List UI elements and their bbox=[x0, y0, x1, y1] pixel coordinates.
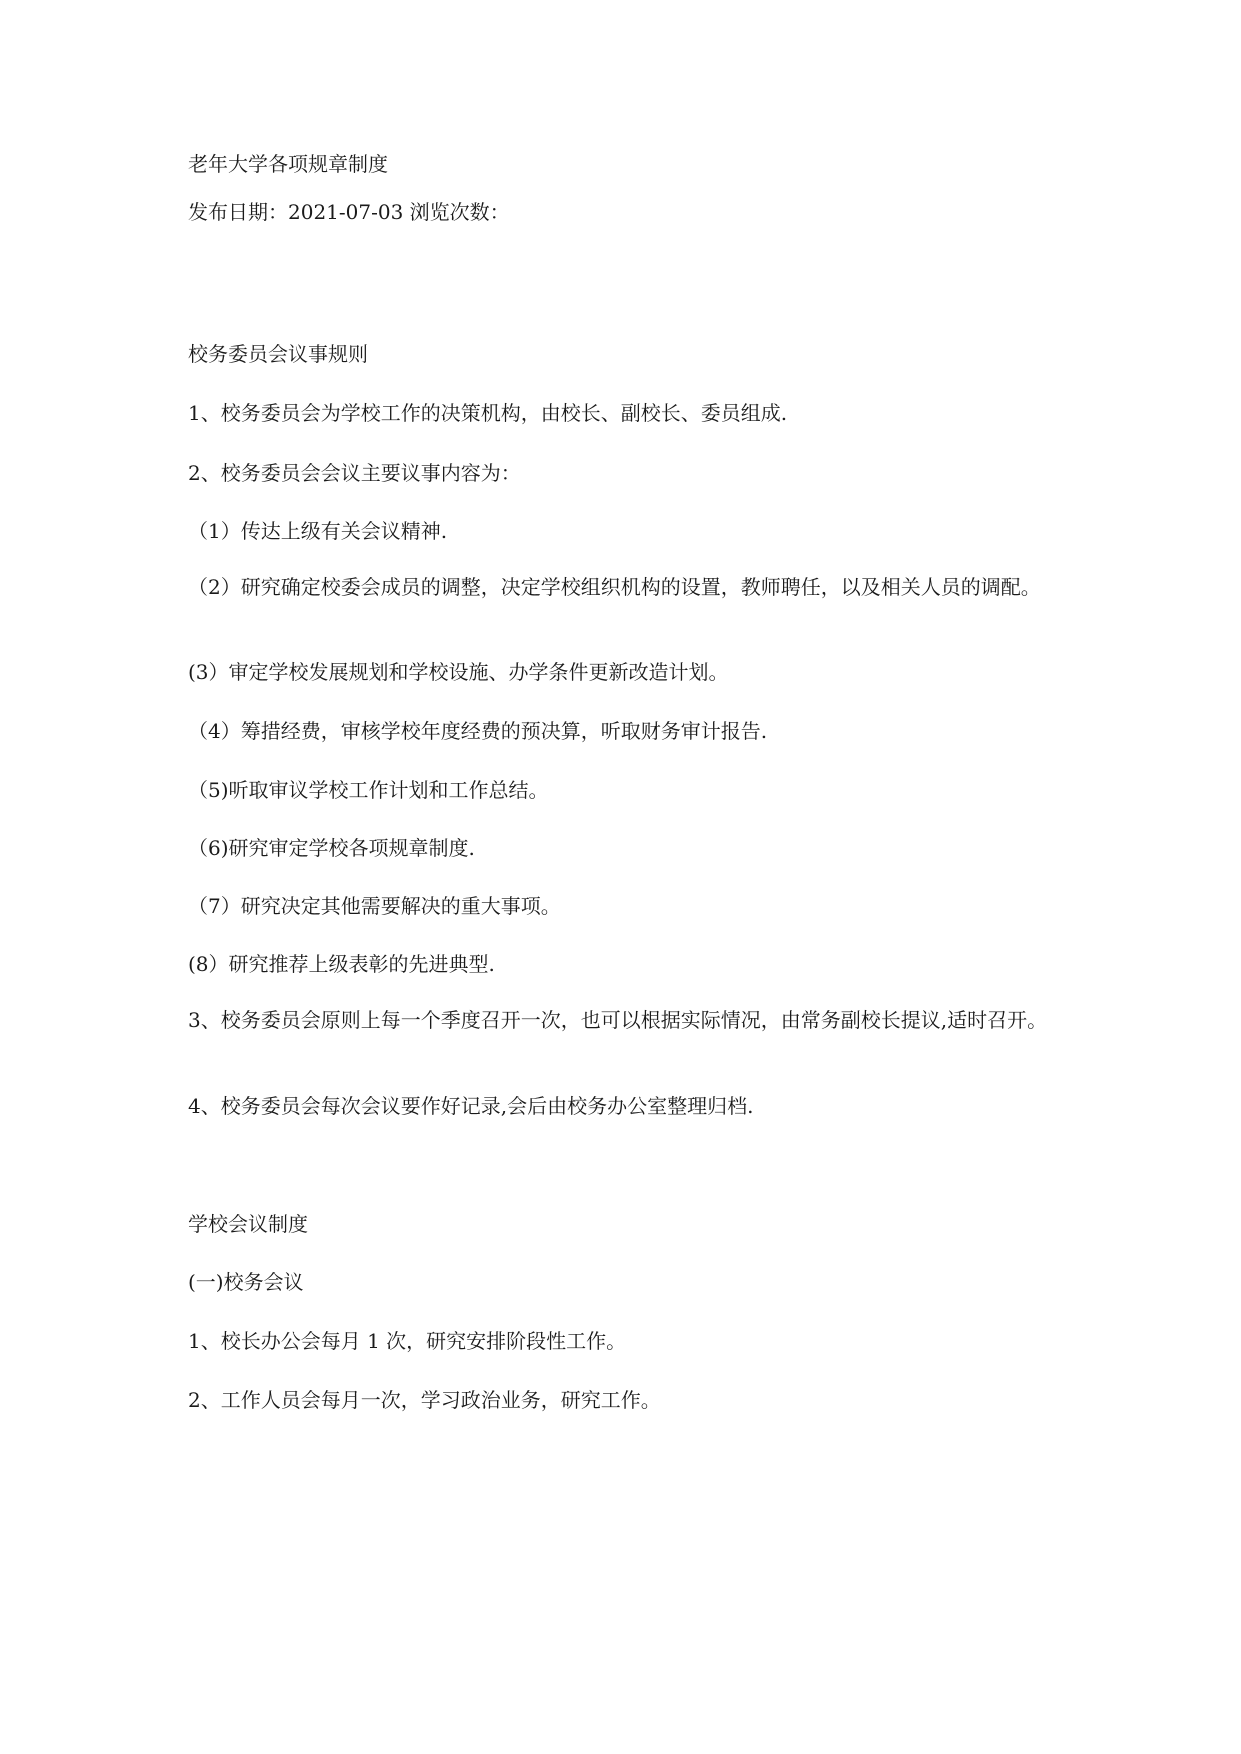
rule-item: 2、工作人员会每月一次，学习政治业务，研究工作。 bbox=[188, 1388, 661, 1412]
rule-item: （6)研究审定学校各项规章制度. bbox=[188, 836, 475, 860]
rule-item: 1、校务委员会为学校工作的决策机构，由校长、副校长、委员组成. bbox=[188, 401, 788, 425]
rule-item: （2）研究确定校委会成员的调整，决定学校组织机构的设置，教师聘任，以及相关人员的调配。 bbox=[188, 575, 1041, 599]
rule-item: （1）传达上级有关会议精神. bbox=[188, 519, 448, 543]
rule-item: 4、校务委员会每次会议要作好记录,会后由校务办公室整理归档. bbox=[188, 1094, 754, 1118]
section-subheading: (一)校务会议 bbox=[188, 1270, 304, 1294]
rule-item: (3）审定学校发展规划和学校设施、办学条件更新改造计划。 bbox=[188, 660, 729, 684]
rule-item: 2、校务委员会会议主要议事内容为： bbox=[188, 461, 521, 485]
rule-item: 1、校长办公会每月 1 次，研究安排阶段性工作。 bbox=[188, 1329, 627, 1353]
publish-meta: 发布日期：2021-07-03 浏览次数： bbox=[188, 200, 510, 224]
rule-item: 3、校务委员会原则上每一个季度召开一次，也可以根据实际情况，由常务副校长提议,适时召开。 bbox=[188, 1008, 1048, 1032]
document-title: 老年大学各项规章制度 bbox=[188, 152, 388, 176]
section-heading: 校务委员会议事规则 bbox=[188, 342, 368, 366]
rule-item: （5)听取审议学校工作计划和工作总结。 bbox=[188, 778, 549, 802]
rule-item: (8）研究推荐上级表彰的先进典型. bbox=[188, 952, 495, 976]
section-heading: 学校会议制度 bbox=[188, 1212, 308, 1236]
rule-item: （7）研究决定其他需要解决的重大事项。 bbox=[188, 894, 561, 918]
rule-item: （4）筹措经费，审核学校年度经费的预决算，听取财务审计报告. bbox=[188, 719, 768, 743]
